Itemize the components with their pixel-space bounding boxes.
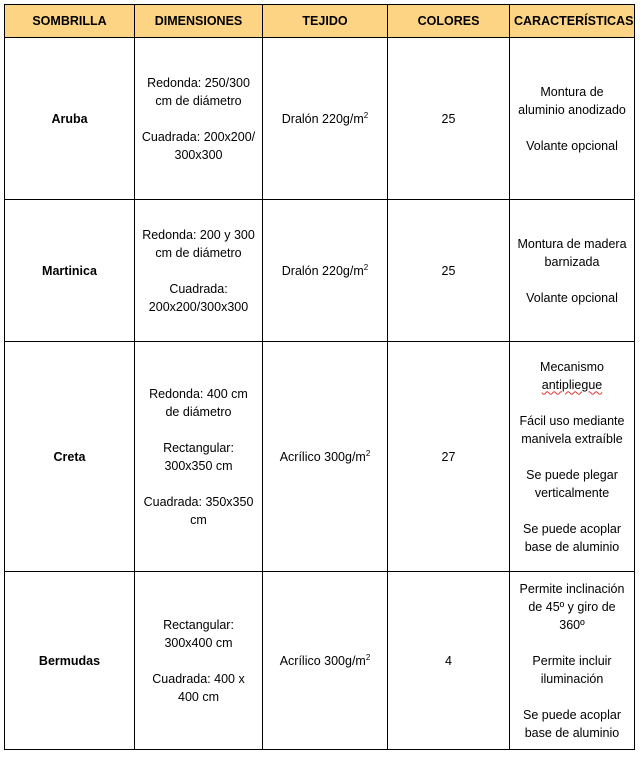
fabric-cell [263,38,388,200]
fabric-cell [263,200,388,342]
dimension-text: Cuadrada: 200x200/ 300x300 [141,129,256,162]
feature-text: Permite inclinación de 45º y giro de 360º [519,581,625,632]
colors-cell: 27 [388,342,510,572]
fabric-exponent: 2 [363,110,369,120]
product-name: Creta [5,342,135,572]
features-cell [510,200,635,342]
product-name: Bermudas [5,572,135,750]
dimension-text: Rectangular: 300x350 cm [163,440,234,473]
colors-cell: 25 [388,200,510,342]
fabric-text: Acrílico 300g/m [279,653,366,668]
dimensions-cell [135,200,263,342]
feature-text: Se puede acoplar base de aluminio [523,521,621,554]
umbrella-spec-table [4,4,635,750]
dimension-text: Cuadrada: 200x200/300x300 [148,281,249,314]
dimensions-cell [135,572,263,750]
product-name: Aruba [5,38,135,200]
dimension-text: Cuadrada: 400 x 400 cm [152,671,245,704]
header-dimensiones: DIMENSIONES [135,5,263,38]
features-cell [510,38,635,200]
fabric-exponent: 2 [365,448,371,458]
fabric-text: Acrílico 300g/m [279,449,366,464]
header-caracteristicas: CARACTERÍSTICAS [510,5,635,38]
dimension-text: Rectangular: 300x400 cm [163,617,234,650]
fabric-exponent: 2 [365,652,371,662]
fabric-text: Dralón 220g/m [281,111,364,126]
header-tejido: TEJIDO [263,5,388,38]
fabric-cell [263,572,388,750]
feature-text: Fácil uso mediante manivela extraíble [519,413,625,446]
fabric-cell [263,342,388,572]
feature-text [516,358,628,394]
table-row [5,38,635,200]
fabric-exponent: 2 [363,262,369,272]
header-row [5,5,635,38]
table-row [5,572,635,750]
feature-text: Montura de madera barnizada [517,236,627,269]
spellcheck-flagged-word: antipliegue [541,377,603,392]
header-sombrilla: SOMBRILLA [5,5,135,38]
feature-text: Permite incluir iluminación [532,653,612,686]
table-row [5,200,635,342]
feature-text: Se puede plegar verticalmente [526,467,618,500]
dimension-text: Redonda: 250/300 cm de diámetro [147,75,250,108]
colors-cell: 4 [388,572,510,750]
product-name: Martinica [5,200,135,342]
header-colores: COLORES [388,5,510,38]
features-cell [510,342,635,572]
feature-intro: Mecanismo [540,359,604,374]
feature-text: Montura de aluminio anodizado [518,84,626,117]
features-cell [510,572,635,750]
dimension-text: Redonda: 200 y 300 cm de diámetro [142,227,255,260]
feature-text: Volante opcional [526,138,618,153]
dimension-text: Cuadrada: 350x350 cm [143,494,254,527]
feature-text: Volante opcional [526,290,618,305]
dimensions-cell [135,342,263,572]
feature-text: Se puede acoplar base de aluminio [523,707,621,740]
fabric-text: Dralón 220g/m [281,263,364,278]
colors-cell: 25 [388,38,510,200]
dimension-text: Redonda: 400 cm de diámetro [149,386,248,419]
dimensions-cell [135,38,263,200]
table-row [5,342,635,572]
